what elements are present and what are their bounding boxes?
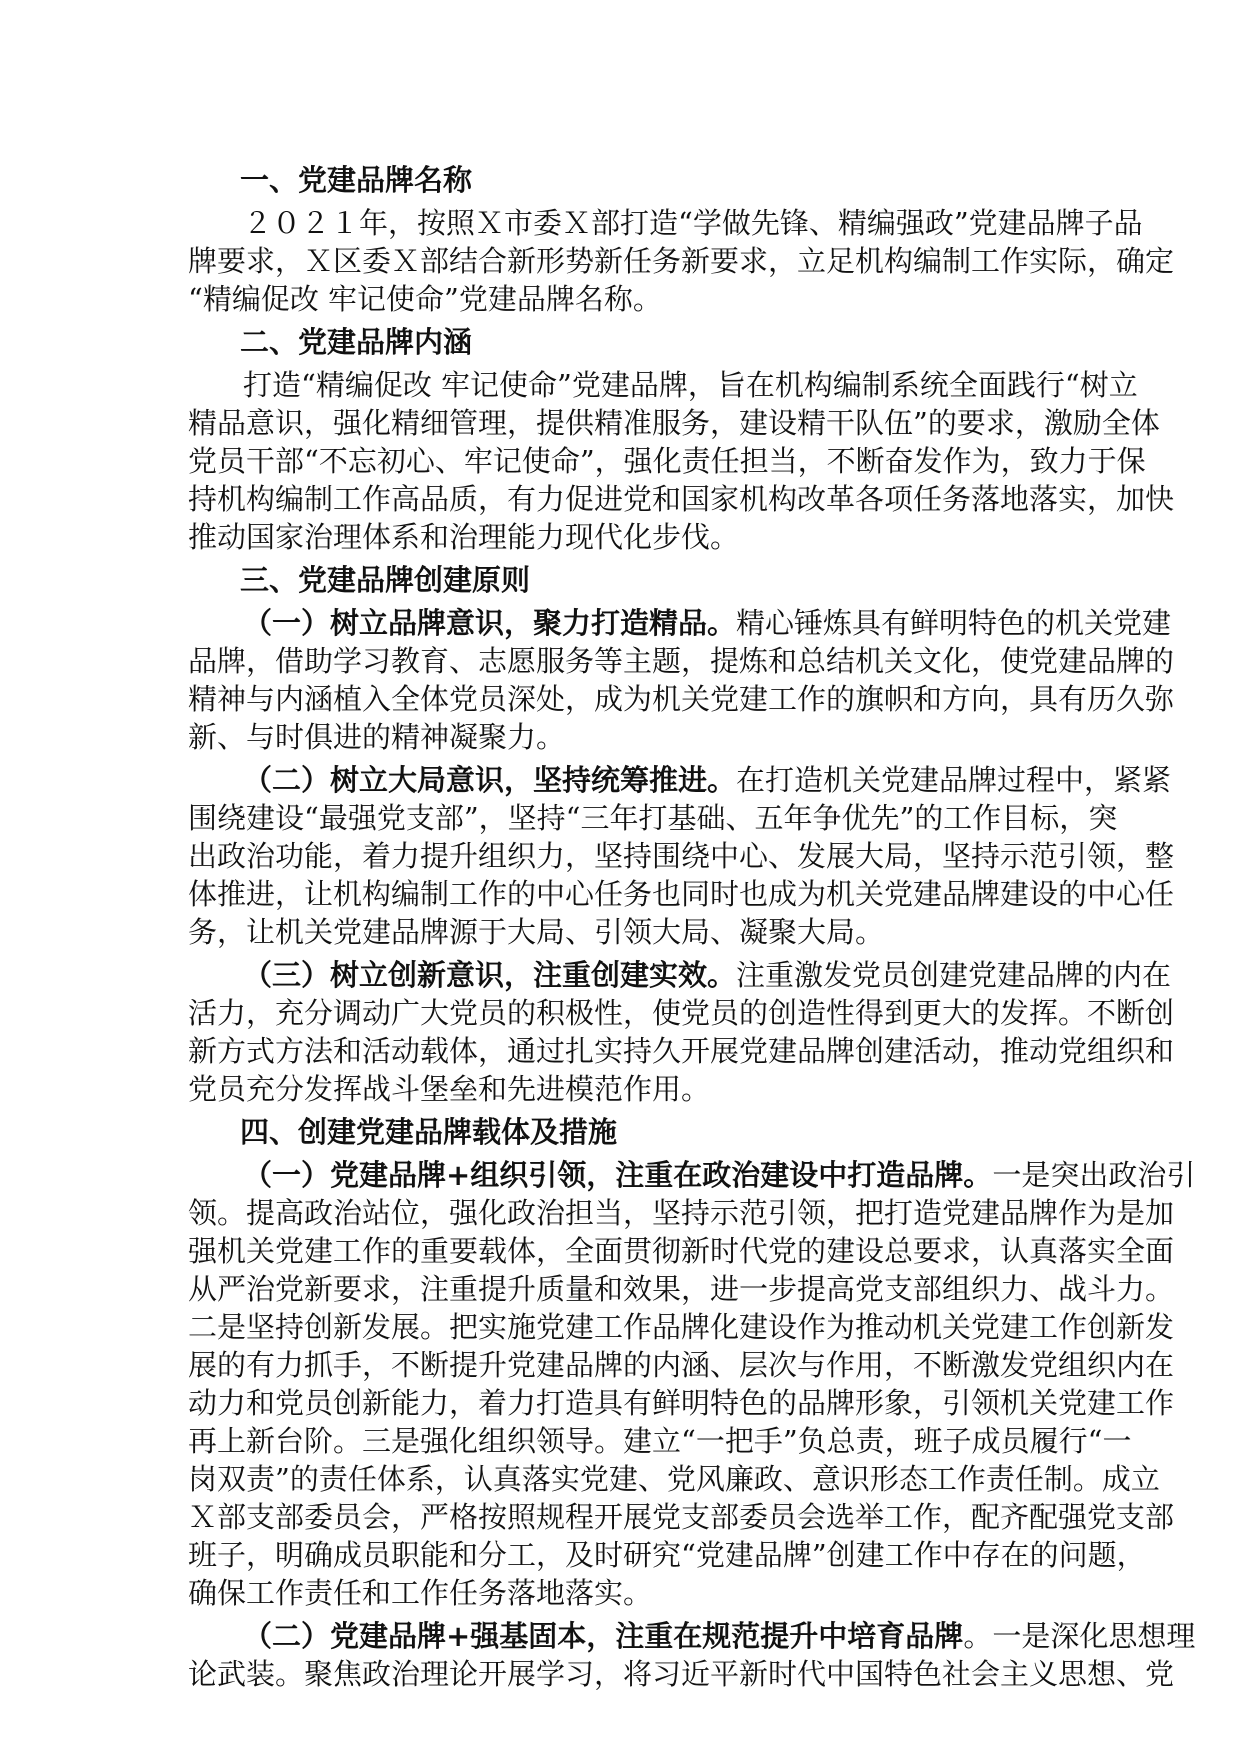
paragraph — [188, 1156, 1196, 1612]
paragraph-lead: （一）党建品牌+组织引领，注重在政治建设中打造品牌。 — [243, 1158, 993, 1192]
line-text: “精编促改 牢记使命”党建品牌名称。 — [188, 282, 662, 316]
line-text: 一是突出政治引 — [992, 1158, 1196, 1192]
paragraph — [188, 1617, 1196, 1693]
line-text: 出政治功能，着力提升组织力，坚持围绕中心、发展大局，坚持示范引领，整 — [188, 839, 1175, 873]
paragraph — [188, 366, 1175, 556]
line-text: 班子，明确成员职能和分工，及时研究“党建品牌”创建工作中存在的问题， — [188, 1538, 1146, 1572]
document-page — [188, 161, 1196, 1693]
text-line — [188, 1422, 1132, 1460]
paragraph — [188, 761, 1175, 951]
line-text: 动力和党员创新能力，着力打造具有鲜明特色的品牌形象，引领机关党建工作 — [188, 1386, 1175, 1420]
text-line — [188, 642, 1175, 680]
line-text: 精心锤炼具有鲜明特色的机关党建 — [736, 606, 1172, 640]
line-text: 推动国家治理体系和治理能力现代化步伐。 — [188, 520, 740, 554]
line-text: 围绕建设“最强党支部”，坚持“三年打基础、五年争优先”的工作目标，突 — [188, 801, 1118, 835]
line-text: 展的有力抓手，不断提升党建品牌的内涵、层次与作用，不断激发党组织内在 — [188, 1348, 1175, 1382]
text-line — [188, 913, 1048, 951]
text-line — [188, 799, 1118, 837]
paragraph-lead: （二）树立大局意识，坚持统筹推进。 — [243, 763, 737, 797]
text-line — [188, 1498, 1175, 1536]
text-line — [188, 204, 1143, 242]
text-line — [188, 956, 1172, 994]
text-line — [188, 1617, 1196, 1655]
line-text: 牌要求，Ｘ区委Ｘ部结合新形势新任务新要求，立足机构编制工作实际，确定 — [188, 244, 1175, 278]
line-text: 论武装。聚焦政治理论开展学习，将习近平新时代中国特色社会主义思想、党 — [188, 1657, 1175, 1691]
text-line — [188, 1156, 1196, 1194]
line-text: Ｘ部支部委员会，严格按照规程开展党支部委员会选举工作，配齐配强党支部 — [188, 1500, 1175, 1534]
line-text: 从严治党新要求，注重提升质量和效果，进一步提高党支部组织力、战斗力。 — [188, 1272, 1175, 1306]
text-line — [188, 1384, 1175, 1422]
line-text: 二是坚持创新发展。把实施党建工作品牌化建设作为推动机关党建工作创新发 — [188, 1310, 1175, 1344]
text-line — [188, 242, 1175, 280]
text-line — [188, 1270, 1175, 1308]
line-text: 新方式方法和活动载体，通过扎实持久开展党建品牌创建活动，推动党组织和 — [188, 1034, 1175, 1068]
text-line — [188, 837, 1175, 875]
text-line — [188, 518, 1048, 556]
text-line — [188, 875, 1175, 913]
text-line — [188, 442, 1146, 480]
text-line — [188, 280, 1048, 318]
paragraph-lead: （二）党建品牌+强基固本，注重在规范提升中培育品牌 — [243, 1619, 964, 1653]
text-line — [188, 1308, 1175, 1346]
line-text: 精神与内涵植入全体党员深处，成为机关党建工作的旗帜和方向，具有历久弥 — [188, 682, 1175, 716]
text-line — [188, 404, 1160, 442]
text-line — [188, 1574, 1048, 1612]
paragraph-lead: （一）树立品牌意识，聚力打造精品。 — [243, 606, 737, 640]
line-text: 品牌，借助学习教育、志愿服务等主题，提炼和总结机关文化，使党建品牌的 — [188, 644, 1175, 678]
line-text: 领。提高政治站位，强化政治担当，坚持示范引领，把打造党建品牌作为是加 — [188, 1196, 1175, 1230]
text-line — [188, 1194, 1175, 1232]
text-line — [188, 604, 1172, 642]
text-line — [188, 1460, 1160, 1498]
text-line — [188, 761, 1172, 799]
text-line — [188, 1536, 1146, 1574]
text-line — [188, 994, 1175, 1032]
line-text: 务，让机关党建品牌源于大局、引领大局、凝聚大局。 — [188, 915, 885, 949]
line-text: 岗双责”的责任体系，认真落实党建、党风廉政、意识形态工作责任制。成立 — [188, 1462, 1160, 1496]
text-line — [188, 1346, 1175, 1384]
line-text: 体推进，让机构编制工作的中心任务也同时也成为机关党建品牌建设的中心任 — [188, 877, 1175, 911]
line-text: ２０２１年，按照Ｘ市委Ｘ部打造“学做先锋、精编强政”党建品牌子品 — [243, 206, 1143, 240]
section-heading: 三、党建品牌创建原则 — [240, 563, 531, 597]
text-line — [188, 366, 1138, 404]
section-heading: 二、党建品牌内涵 — [240, 325, 473, 359]
paragraph — [188, 956, 1175, 1108]
line-text: 精品意识，强化精细管理，提供精准服务，建设精干队伍”的要求，激励全体 — [188, 406, 1160, 440]
text-line — [188, 718, 1048, 756]
line-text: 注重激发党员创建党建品牌的内在 — [736, 958, 1172, 992]
line-text: 党员充分发挥战斗堡垒和先进模范作用。 — [188, 1072, 711, 1106]
line-text: 打造“精编促改 牢记使命”党建品牌，旨在机构编制系统全面践行“树立 — [243, 368, 1138, 402]
line-text: 活力，充分调动广大党员的积极性，使党员的创造性得到更大的发挥。不断创 — [188, 996, 1175, 1030]
line-text: 党员干部“不忘初心、牢记使命”，强化责任担当，不断奋发作为，致力于保 — [188, 444, 1146, 478]
section-heading: 四、创建党建品牌载体及措施 — [240, 1115, 618, 1149]
text-line — [188, 1032, 1175, 1070]
text-line — [188, 680, 1175, 718]
paragraph — [188, 604, 1175, 756]
text-line — [188, 1070, 1048, 1108]
line-text: 强机关党建工作的重要载体，全面贯彻新时代党的建设总要求，认真落实全面 — [188, 1234, 1175, 1268]
line-text: 再上新台阶。三是强化组织领导。建立“一把手”负总责，班子成员履行“一 — [188, 1424, 1132, 1458]
line-text: 新、与时俱进的精神凝聚力。 — [188, 720, 566, 754]
paragraph-lead: （三）树立创新意识，注重创建实效。 — [243, 958, 737, 992]
section-heading: 一、党建品牌名称 — [240, 163, 473, 197]
text-line — [188, 480, 1175, 518]
paragraph — [188, 204, 1175, 318]
text-line — [188, 1232, 1175, 1270]
line-text: 持机构编制工作高品质，有力促进党和国家机构改革各项任务落地落实，加快 — [188, 482, 1175, 516]
line-text: 。一是深化思想理 — [963, 1619, 1196, 1653]
line-text: 确保工作责任和工作任务落地落实。 — [188, 1576, 653, 1610]
text-line — [188, 1655, 1175, 1693]
line-text: 在打造机关党建品牌过程中，紧紧 — [736, 763, 1172, 797]
